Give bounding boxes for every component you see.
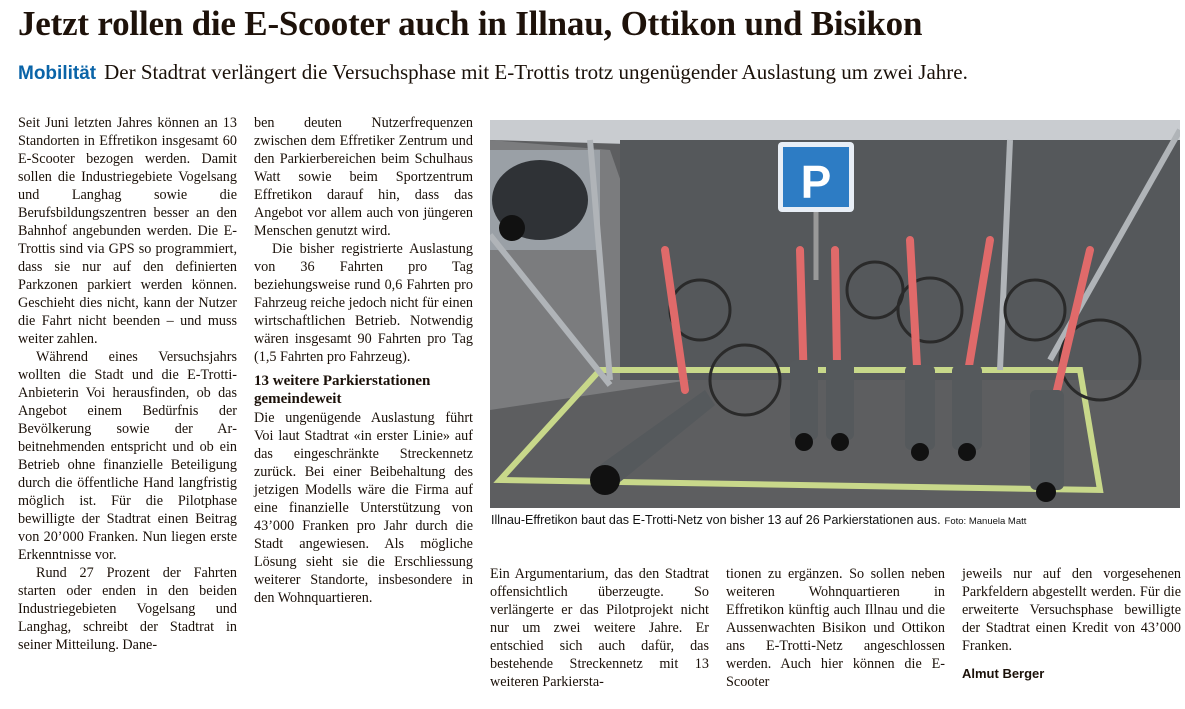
lead: [18, 60, 968, 85]
column-4: [726, 565, 945, 691]
caption-text: Illnau-Effretikon baut das E-Trotti-Netz von bisher 13 auf 26 Parkierstationen aus.: [491, 513, 941, 527]
paragraph: Die ungenügende Auslastung führt Voi laut Stadtrat «in erster Linie» auf das eingeschränkte Streckennetz zurück. Bei einer Beibehaltung des jetzigen Modells wäre die Firma auf eine finanzielle Unterstützung von 43’000 Franken pro Jahr durch die Stadt angewiesen. Als mögliche Lösung sieht sie die Erschliessung weiterer Standorte, insbesondere in den Wohnquartieren.: [254, 410, 473, 606]
article-photo: [490, 120, 1180, 508]
author-byline: Almut Berger: [962, 666, 1045, 681]
paragraph: tionen zu ergänzen. So sollen neben weiteren Wohnquartieren in Effretikon künftig auch Illnau und die Aussenwachten Bisikon und Ottikon ans E-Trotti-Netz angeschlossen werden. Auch hier können die E-Scooter: [726, 566, 945, 690]
paragraph: Während eines Versuchsjahrs wollten die Stadt und die E-Trotti-Anbieterin Voi herausfinden, ob das Angebot einem Bedürfnis der Bevölkerung sowie der Arbeitnehmenden entspricht und ob ein Betrieb ohne finanzielle Beteiligung durch die öffentliche Hand langfristig möglich ist. Für die Pilotphase bewilligte der Stadtrat einen Beitrag von 20’000 Franken. Nun liegen erste Erkenntnisse vor.: [18, 349, 237, 563]
parking-sign: P: [800, 156, 832, 208]
paragraph: Ein Argumentarium, das den Stadtrat offensichtlich überzeugte. So verlängerte er das Pilotprojekt nicht nur um zwei weitere Jahre. Er entschied sich auch dafür, das bestehende Streckennetz mit 13 weiteren Parkiersta-: [490, 566, 709, 690]
column-2: [254, 114, 473, 607]
headline: Jetzt rollen die E-Scooter auch in Illnau, Ottikon und Bisikon: [18, 4, 923, 43]
paragraph: ben deuten Nutzerfrequenzen zwischen dem Effretiker Zentrum und den Parkierbereichen beim Schulhaus Watt sowie beim Sportzentrum Effretikon darauf hin, dass das Angebot vor allem auch von jüngeren Menschen genutzt wird.: [254, 115, 473, 239]
paragraph: Seit Juni letzten Jahres können an 13 Standorten in Effretikon insgesamt 60 E-Scooter bezogen werden. Damit sollen die Industriegebiete Vogelsang und Langhag sowie die Berufsbildungszentren besser an den Bahnhof angebunden werden. Die E-Trottis sind via GPS so programmiert, dass sie nur auf den definierten Parkzonen parkiert werden können. Geschieht dies nicht, kann der Nutzer die Fahrt nicht beenden – und muss weiter zahlen.: [18, 115, 237, 347]
column-5: [962, 565, 1181, 683]
column-3: [490, 565, 709, 691]
paragraph: Die bisher registrierte Auslastung von 36 Fahrten pro Tag beziehungsweise rund 0,6 Fahrten pro Fahrzeug reiche jedoch nicht für einen wirtschaftlichen Betrieb. Notwendig wären insgesamt 90 Fahrten pro Tag (1,5 Fahrten pro Fahrzeug).: [254, 241, 473, 365]
scooter-photo-illustration: [490, 120, 1180, 508]
subheading: 13 weitere Parkierstationen gemeindeweit: [254, 373, 431, 407]
lead-text: Der Stadtrat verlängert die Versuchsphase mit E-Trottis trotz ungenügender Auslastung um zwei Jahre.: [104, 60, 968, 84]
rubric: Mobilität: [18, 63, 97, 84]
photo-credit: Foto: Manuela Matt: [944, 516, 1027, 527]
photo-caption: [491, 513, 1026, 527]
paragraph: jeweils nur auf den vorgesehenen Parkfeldern abgestellt werden. Für die erweiterte Versuchsphase bewilligte der Stadtrat einen Kredit von 43’000 Franken.: [962, 566, 1181, 654]
column-1: [18, 114, 237, 654]
paragraph: Rund 27 Prozent der Fahrten starten oder enden in den beiden Industriegebieten Vogelsang und Langhag, schreibt der Stadtrat in seiner Mitteilung. Dane-: [18, 565, 237, 653]
